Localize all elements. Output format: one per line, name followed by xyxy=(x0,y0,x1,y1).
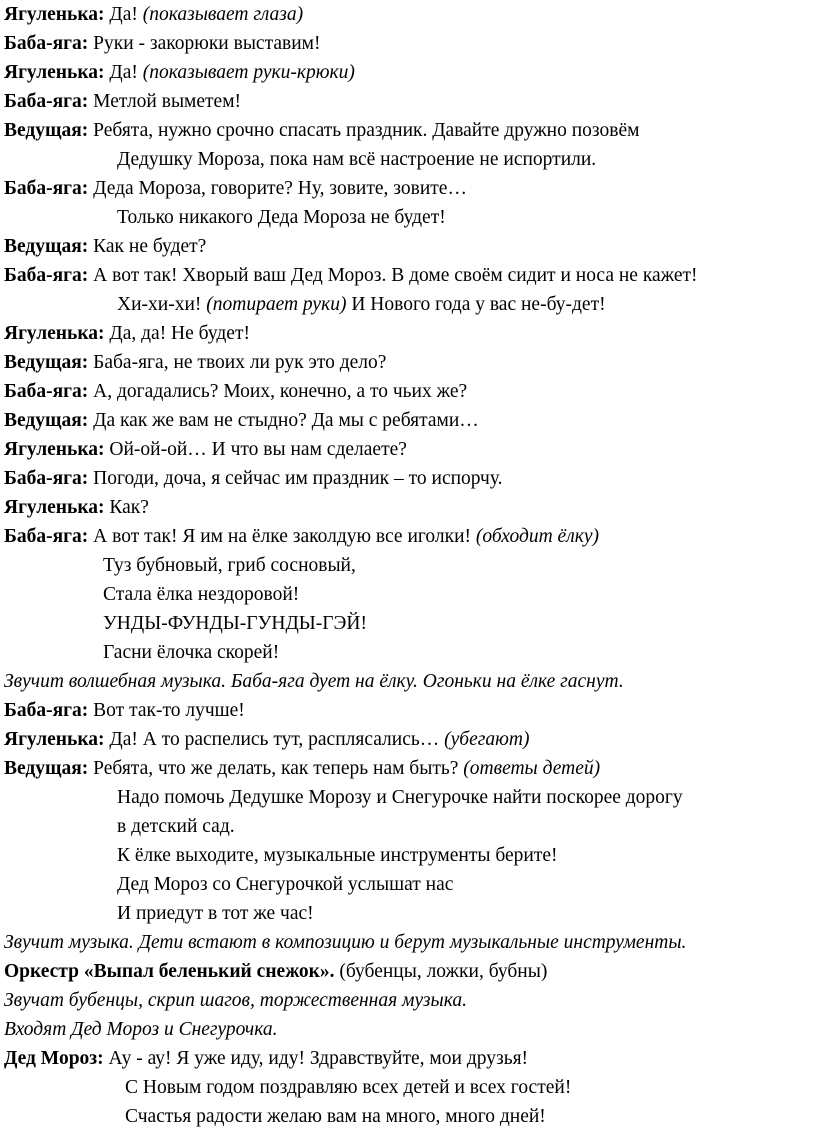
dialogue-line xyxy=(4,174,467,203)
line-text: Только никакого Деда Мороза не будет! xyxy=(117,207,446,228)
dialogue-line xyxy=(4,261,698,290)
stage-direction: (ответы детей) xyxy=(463,758,601,779)
dialogue-line xyxy=(4,522,599,551)
speaker-name: Ягуленька: xyxy=(4,729,105,750)
orchestra-title: Оркестр «Выпал беленький снежок». xyxy=(4,961,335,982)
dialogue-line xyxy=(4,725,529,754)
dialogue-line xyxy=(4,29,320,58)
speaker-name: Баба-яга: xyxy=(4,33,89,54)
line-text: Да как же вам не стыдно? Да мы с ребятами… xyxy=(88,410,479,431)
verse-line xyxy=(103,638,279,667)
speaker-name: Ягуленька: xyxy=(4,497,105,518)
dialogue-line xyxy=(4,87,241,116)
dialogue-line xyxy=(4,493,149,522)
orchestra-line xyxy=(4,957,547,986)
stage-direction: (убегают) xyxy=(444,729,530,750)
stage-direction-line xyxy=(4,928,686,957)
line-text: Деда Мороза, говорите? Ну, зовите, зовите… xyxy=(88,178,467,199)
line-text: Да! А то распелись тут, расплясались… xyxy=(104,729,445,750)
speaker-name: Баба-яга: xyxy=(4,91,89,112)
line-text: Погоди, доча, я сейчас им праздник – то испорчу. xyxy=(88,468,503,489)
stage-direction: Звучит волшебная музыка. Баба-яга дует на ёлку. Огоньки на ёлке гаснут. xyxy=(4,671,624,692)
stage-direction: (показывает руки-крюки) xyxy=(142,62,355,83)
continuation-line xyxy=(117,899,314,928)
continuation-line xyxy=(117,841,558,870)
speaker-name: Ведущая: xyxy=(4,352,89,373)
stage-direction: Входят Дед Мороз и Снегурочка. xyxy=(4,1019,278,1040)
speaker-name: Баба-яга: xyxy=(4,381,89,402)
line-text: Ребята, нужно срочно спасать праздник. Давайте дружно позовём xyxy=(88,120,640,141)
dialogue-line xyxy=(4,58,355,87)
line-text: УНДЫ-ФУНДЫ-ГУНДЫ-ГЭЙ! xyxy=(103,613,367,634)
continuation-line xyxy=(125,1073,571,1102)
speaker-name: Ягуленька: xyxy=(4,62,105,83)
dialogue-line xyxy=(4,377,467,406)
line-text: Метлой выметем! xyxy=(88,91,242,112)
line-text: Как? xyxy=(104,497,149,518)
line-text: К ёлке выходите, музыкальные инструменты берите! xyxy=(117,845,558,866)
line-text: Счастья радости желаю вам на много, много дней! xyxy=(125,1106,546,1127)
stage-direction-line xyxy=(4,667,624,696)
line-text: Да, да! Не будет! xyxy=(104,323,250,344)
stage-direction: (обходит ёлку) xyxy=(475,526,599,547)
speaker-name: Ягуленька: xyxy=(4,323,105,344)
line-text: Стала ёлка нездоровой! xyxy=(103,584,300,605)
stage-direction: (потирает руки) xyxy=(206,294,347,315)
dialogue-line xyxy=(4,696,245,725)
line-text: Да! xyxy=(104,62,143,83)
line-text: Баба-яга, не твоих ли рук это дело? xyxy=(88,352,387,373)
line-text: И Нового года у вас не-бу-дет! xyxy=(346,294,606,315)
line-text: Туз бубновый, гриб сосновый, xyxy=(103,555,356,576)
dialogue-line xyxy=(4,435,407,464)
stage-direction-line xyxy=(4,1015,277,1044)
verse-line xyxy=(103,551,356,580)
line-text: Руки - закорюки выставим! xyxy=(88,33,321,54)
line-text: в детский сад. xyxy=(117,816,235,837)
continuation-line xyxy=(125,1102,546,1131)
dialogue-line xyxy=(4,406,479,435)
dialogue-line xyxy=(4,319,250,348)
speaker-name: Баба-яга: xyxy=(4,526,89,547)
speaker-name: Ведущая: xyxy=(4,410,89,431)
dialogue-line xyxy=(4,754,600,783)
line-text: А вот так! Хворый ваш Дед Мороз. В доме своём сидит и носа не кажет! xyxy=(88,265,698,286)
line-text: Как не будет? xyxy=(88,236,207,257)
speaker-name: Ведущая: xyxy=(4,236,89,257)
stage-direction: Звучат бубенцы, скрип шагов, торжественная музыка. xyxy=(4,990,467,1011)
speaker-name: Ягуленька: xyxy=(4,439,105,460)
dialogue-line xyxy=(4,464,503,493)
continuation-line xyxy=(117,145,596,174)
verse-line xyxy=(103,580,299,609)
line-text: А, догадались? Моих, конечно, а то чьих же? xyxy=(88,381,468,402)
continuation-line xyxy=(117,870,453,899)
line-text: И приедут в тот же час! xyxy=(117,903,314,924)
dialogue-line xyxy=(4,232,206,261)
line-text: Ау - ау! Я уже иду, иду! Здравствуйте, мои друзья! xyxy=(103,1048,529,1069)
speaker-name: Баба-яга: xyxy=(4,265,89,286)
stage-direction: Звучит музыка. Дети встают в композицию и берут музыкальные инструменты. xyxy=(4,932,687,953)
line-text: Да! xyxy=(104,4,143,25)
line-text: Надо помочь Дедушке Морозу и Снегурочке найти поскорее дорогу xyxy=(117,787,683,808)
verse-line xyxy=(103,609,367,638)
speaker-name: Ведущая: xyxy=(4,758,89,779)
dialogue-line xyxy=(4,1044,528,1073)
line-text: Ребята, что же делать, как теперь нам быть? xyxy=(88,758,464,779)
continuation-line xyxy=(117,203,446,232)
line-text: Вот так-то лучше! xyxy=(88,700,245,721)
line-text: Ой-ой-ой… И что вы нам сделаете? xyxy=(104,439,407,460)
continuation-line xyxy=(117,783,683,812)
stage-direction-line xyxy=(4,986,467,1015)
stage-direction: (показывает глаза) xyxy=(142,4,304,25)
speaker-name: Ведущая: xyxy=(4,120,89,141)
speaker-name: Дед Мороз: xyxy=(4,1048,104,1069)
speaker-name: Баба-яга: xyxy=(4,700,89,721)
line-text: Хи-хи-хи! xyxy=(117,294,207,315)
line-text: А вот так! Я им на ёлке заколдую все иголки! xyxy=(88,526,476,547)
dialogue-line xyxy=(4,0,303,29)
line-text: Гасни ёлочка скорей! xyxy=(103,642,280,663)
line-text: С Новым годом поздравляю всех детей и всех гостей! xyxy=(125,1077,572,1098)
speaker-name: Ягуленька: xyxy=(4,4,105,25)
line-text: Дед Мороз со Снегурочкой услышат нас xyxy=(117,874,454,895)
dialogue-line xyxy=(4,116,639,145)
line-text: Дедушку Мороза, пока нам всё настроение не испортили. xyxy=(117,149,597,170)
continuation-line xyxy=(117,812,235,841)
line-text: (бубенцы, ложки, бубны) xyxy=(334,961,548,982)
continuation-line xyxy=(117,290,606,319)
speaker-name: Баба-яга: xyxy=(4,178,89,199)
dialogue-line xyxy=(4,348,386,377)
speaker-name: Баба-яга: xyxy=(4,468,89,489)
